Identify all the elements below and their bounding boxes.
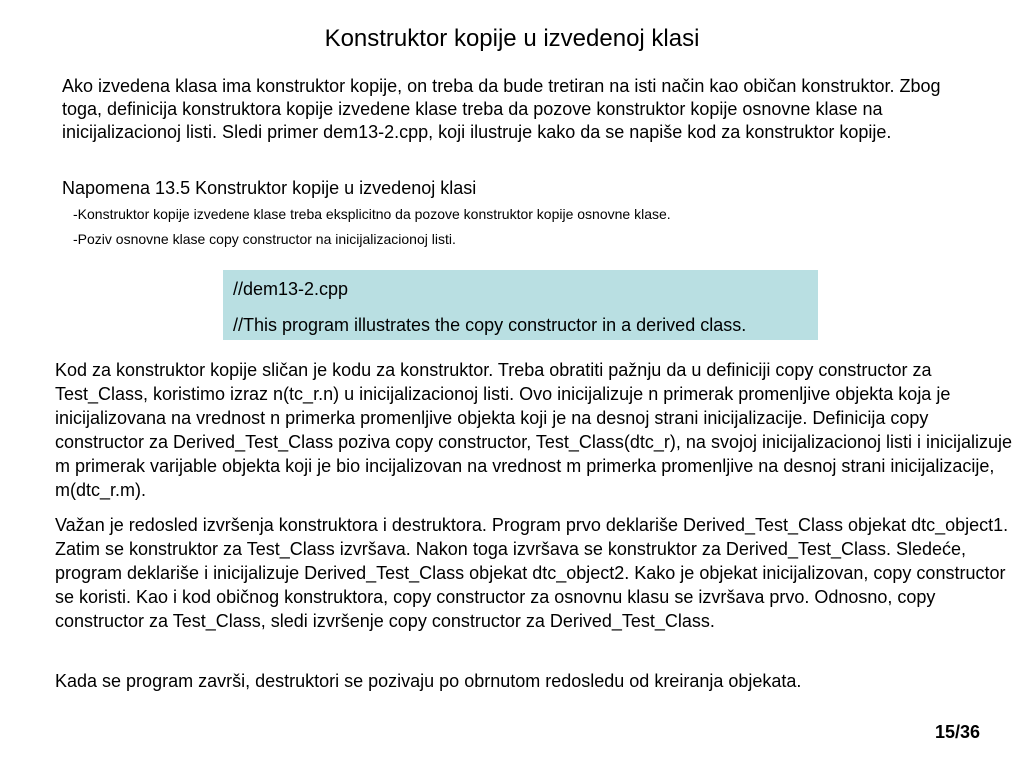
note-bullet-1: -Konstruktor kopije izvedene klase treba eksplicitno da pozove konstruktor kopije osnovne klase.: [73, 206, 671, 222]
slide-title: Konstruktor kopije u izvedenoj klasi: [324, 25, 700, 52]
explanation-paragraph-2: Važan je redosled izvršenja konstruktora i destruktora. Program prvo deklariše Derived_Test_Class objekat dtc_object1. Zatim se konstruktor za Test_Class izvršava. Nakon toga izvršava se konstruktor za Derived_Test_Class. Sledeće, program deklariše i inicijalizuje Derived_Test_Class objekat dtc_object2. Kako je objekat inicijalizovan, copy constructor se koristi. Kao i kod običnog konstruktora, copy constructor za osnovnu klasu se izvršava prvo. Odnosno, copy constructor za Test_Class, sledi izvršenje copy constructor za Derived_Test_Class.: [55, 515, 1009, 631]
page-number: 15/36: [935, 722, 981, 742]
explanation-paragraph-3: Kada se program završi, destruktori se pozivaju po obrnutom redosledu od kreiranja objekata.: [55, 671, 802, 691]
code-line-filename: //dem13-2.cpp: [233, 279, 349, 299]
intro-paragraph: Ako izvedena klasa ima konstruktor kopije, on treba da bude tretiran na isti način kao običan konstruktor. Zbog toga, definicija konstruktora kopije izvedene klase treba da pozove konstruktor kopije osnovne klase na inicijalizacionoj listi. Sledi primer dem13-2.cpp, koji ilustruje kako da se napiše kod za konstruktor kopije.: [62, 76, 941, 142]
note-heading: Napomena 13.5 Konstruktor kopije u izvedenoj klasi: [62, 178, 477, 198]
explanation-paragraph-1: Kod za konstruktor kopije sličan je kodu za konstruktor. Treba obratiti pažnju da u definiciji copy constructor za Test_Class, koristimo izraz n(tc_r.n) u inicijalizacionoj listi. Ovo inicijalizuje n primerak promenljive objekta koja je inicijalizovana na vrednost n primerka promenljive objekta koji je na desnoj strani inicijalizacije. Definicija copy constructor za Derived_Test_Class poziva copy constructor, Test_Class(dtc_r), na svojoj inicijalizacionoj listi i inicijalizuje m primerak varijable objekta koji je bio incijalizovan na vrednost m primerka promenljive na desnoj strani inicijalizacije, m(dtc_r.m).: [55, 360, 1013, 500]
code-box: [223, 270, 818, 340]
note-bullet-2: -Poziv osnovne klase copy constructor na inicijalizacionoj listi.: [73, 231, 456, 247]
code-line-comment: //This program illustrates the copy constructor in a derived class.: [233, 315, 747, 335]
